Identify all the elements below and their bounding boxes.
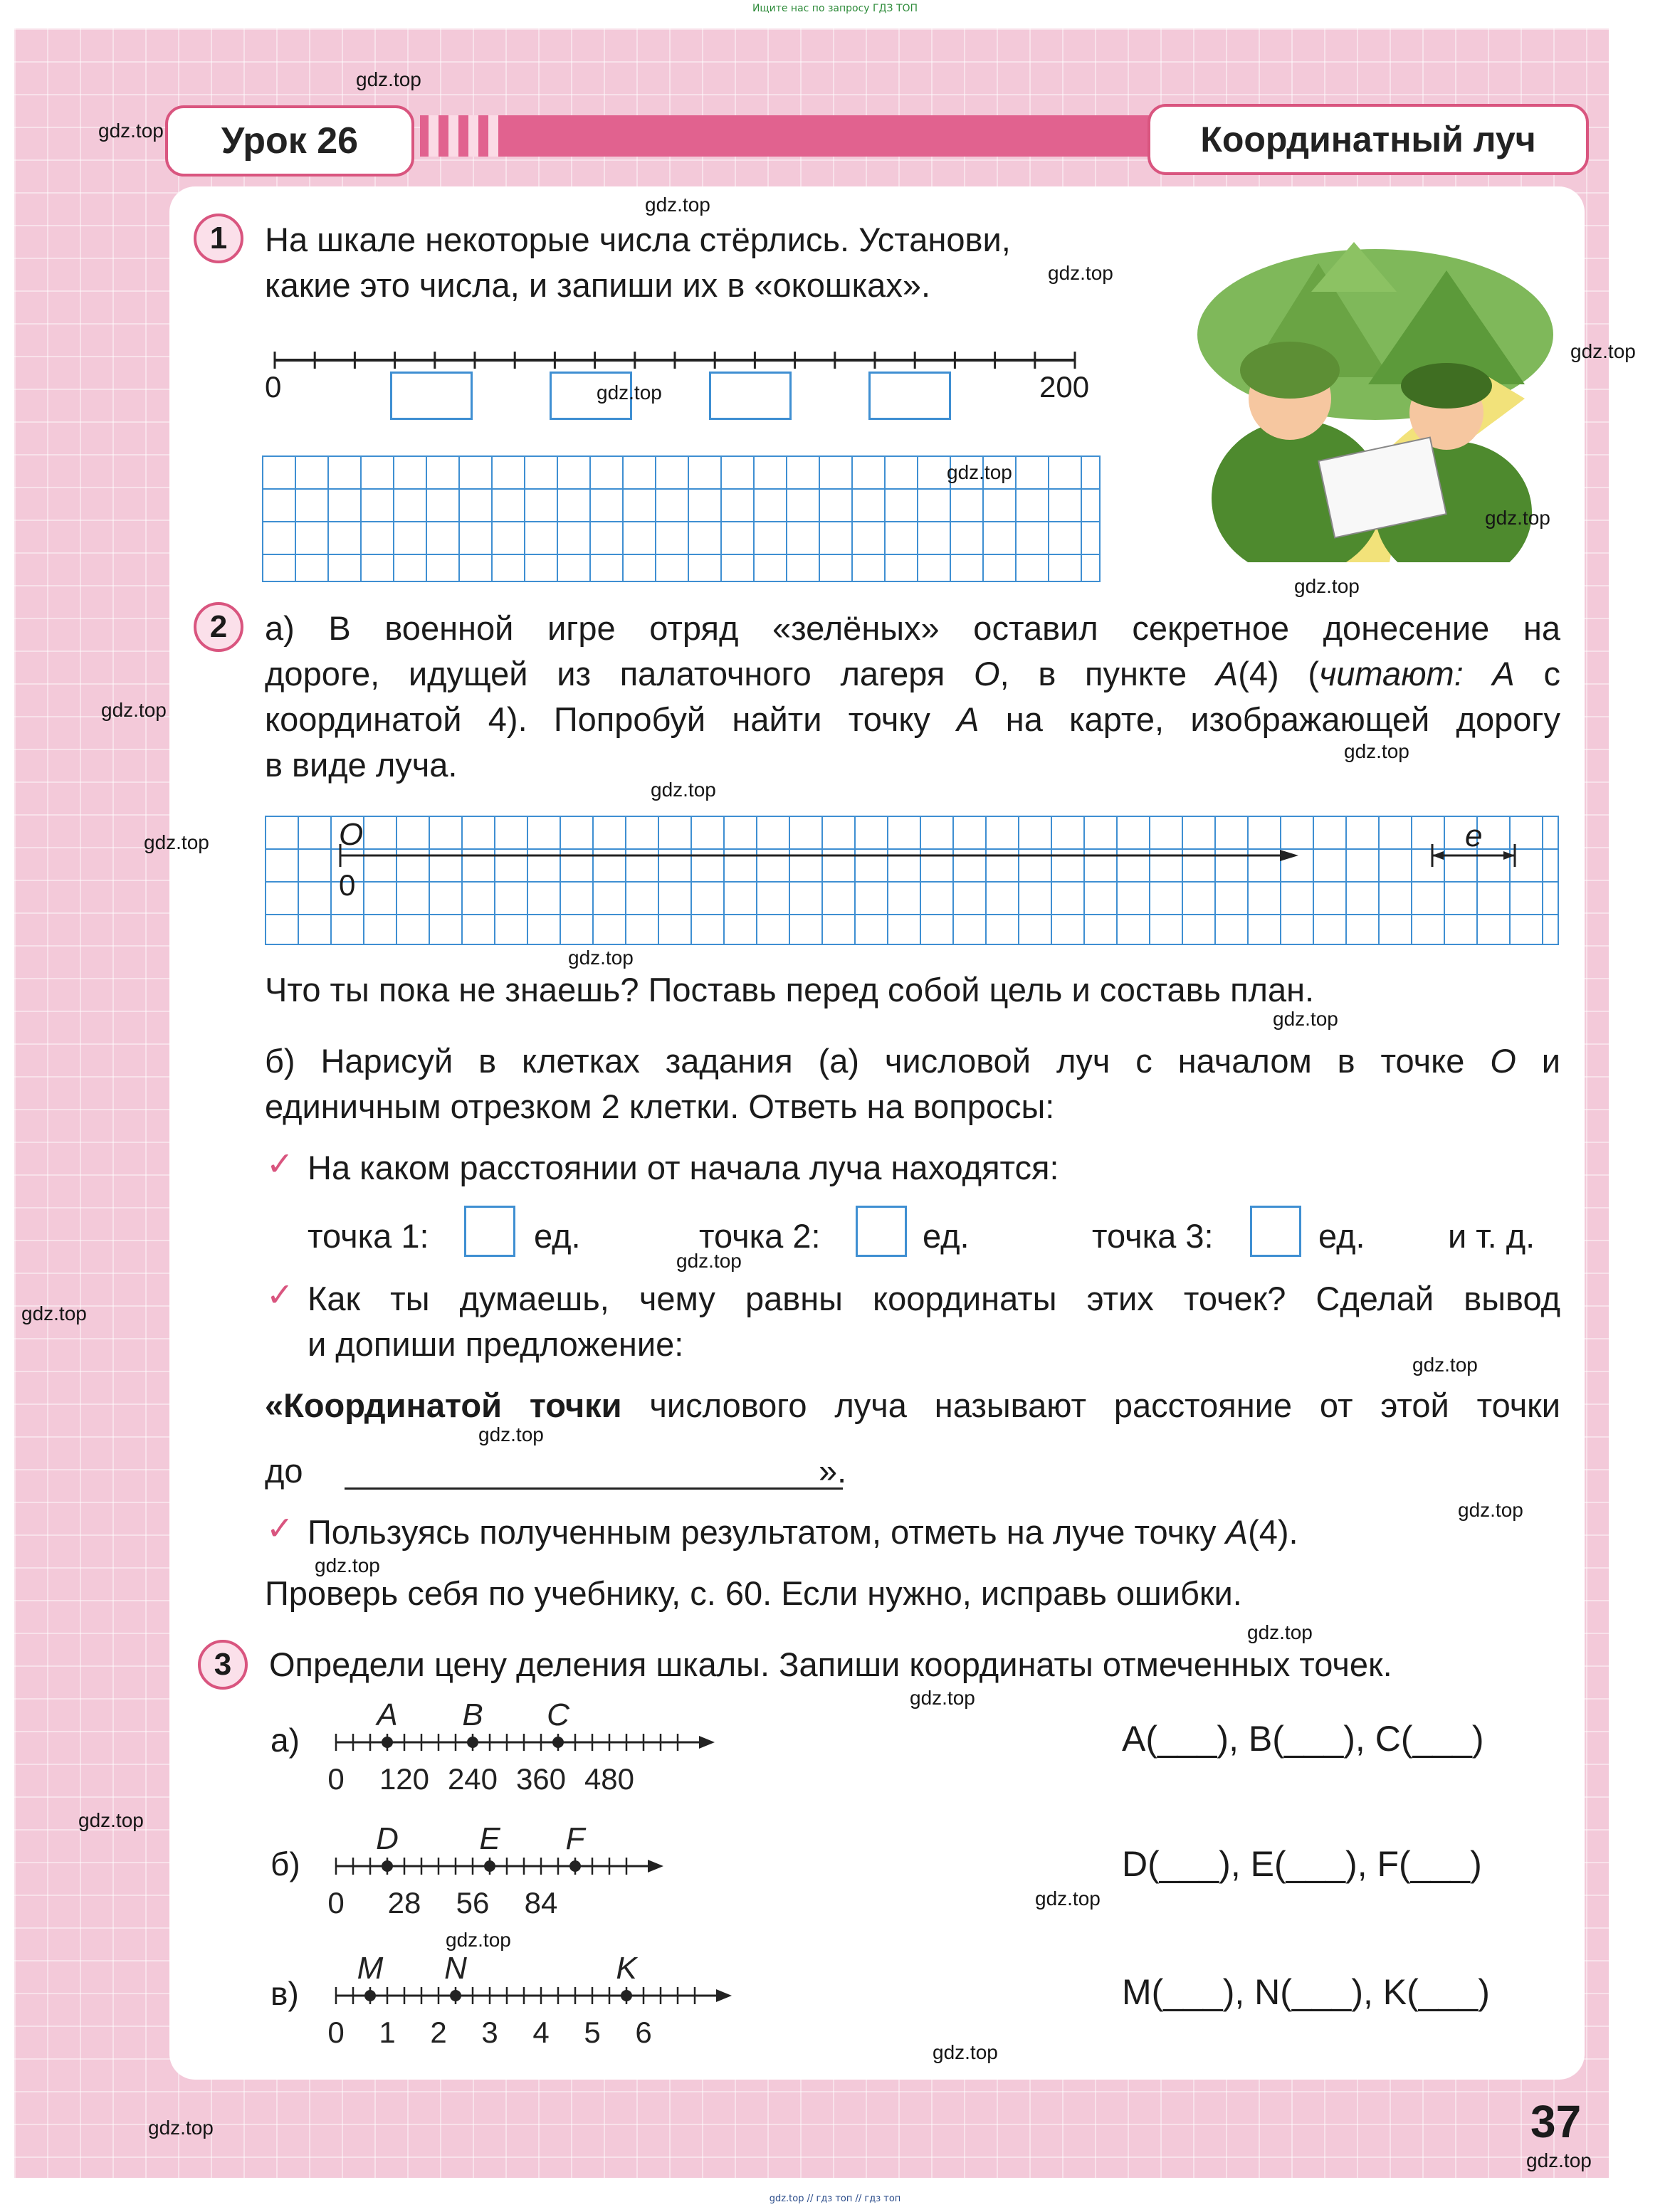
watermark: gdz.top — [21, 1302, 87, 1324]
scale-a-answers[interactable]: A(___), B(___), C(___) — [1122, 1719, 1484, 1759]
scale-tick-label: 2 — [430, 2016, 447, 2049]
task-2b-line1: б) Нарисуй в клетках задания (а) числовой луч с началом в точке O и — [265, 1042, 1561, 1080]
task-2-question: Что ты пока не знаешь? Поставь перед собой цель и составь план. — [265, 971, 1315, 1008]
scale-point — [450, 1990, 461, 2001]
lesson-badge: Урок 26 — [165, 105, 414, 177]
scale-tick-label: 5 — [584, 2016, 601, 2049]
watermark: gdz.top — [1273, 1008, 1338, 1030]
point-2-unit: ед. — [923, 1217, 970, 1255]
scale-point-label: B — [462, 1697, 483, 1732]
watermark: gdz.top — [315, 1554, 380, 1576]
task-1-text-line1: На шкале некоторые числа стёрлись. Установи, — [265, 221, 1011, 258]
scale-tick-label: 120 — [379, 1762, 430, 1796]
check-3-text: Пользуясь полученным результатом, отметь на луче точку A(4). — [308, 1513, 1298, 1551]
scale-tick-label: 28 — [387, 1886, 421, 1919]
scale-point-label: D — [376, 1821, 399, 1856]
task-2a-line2: дороге, идущей из палаточного лагеря O, в пункте A(4) (читают: A с — [265, 655, 1560, 692]
watermark: gdz.top — [356, 68, 421, 90]
point-3-unit: ед. — [1318, 1217, 1365, 1255]
scale-answer-box-1[interactable] — [390, 372, 473, 420]
scale-point — [467, 1737, 478, 1748]
task-2-ray — [265, 816, 1559, 945]
task-2a-line1: а) В военной игре отряд «зелёных» оставил секретное донесение на — [265, 609, 1560, 647]
watermark: gdz.top — [1048, 262, 1113, 284]
scale-tick-label: 1 — [379, 2016, 396, 2049]
scale-tick-label: 84 — [524, 1886, 558, 1919]
point-1-unit: ед. — [534, 1217, 581, 1255]
point-2-label: точка 2: — [699, 1217, 821, 1255]
scale-arrow — [716, 1989, 732, 2002]
watermark: gdz.top — [947, 461, 1012, 483]
definition-end: ». — [819, 1452, 847, 1490]
watermark: gdz.top — [645, 194, 710, 216]
task-2b-line2: единичным отрезком 2 клетки. Ответь на вопросы: — [265, 1087, 1055, 1125]
scale-point — [552, 1737, 564, 1748]
check-2-line2: и допиши предложение: — [308, 1325, 684, 1363]
scale-point-label: M — [357, 1951, 384, 1986]
scale-tick-label: 0 — [327, 1762, 345, 1796]
watermark: gdz.top — [933, 2041, 998, 2063]
task-2a-line4: в виде луча. — [265, 746, 458, 784]
point-1-answer-box[interactable] — [464, 1206, 515, 1257]
watermark: gdz.top — [1035, 1887, 1101, 1910]
watermark: gdz.top — [446, 1929, 511, 1951]
point-3-answer-box[interactable] — [1250, 1206, 1301, 1257]
definition-line1: «Координатой точки числового луча называют расстояние от этой точки — [265, 1386, 1560, 1424]
watermark: gdz.top — [651, 779, 716, 801]
watermark: gdz.top — [1570, 340, 1636, 362]
scale-tick-label: 56 — [456, 1886, 490, 1919]
scale-point-label: E — [479, 1821, 500, 1856]
scale-v-letter: в) — [271, 1975, 299, 2012]
definition-blank[interactable] — [345, 1487, 843, 1490]
watermark: gdz.top — [148, 2117, 214, 2139]
watermark: gdz.top — [98, 120, 164, 142]
ray-origin-zero: 0 — [339, 868, 356, 902]
scale-answer-box-3[interactable] — [709, 372, 792, 420]
check-1-text: На каком расстоянии от начала луча находятся: — [308, 1149, 1059, 1186]
scale-tick-label: 0 — [327, 2016, 345, 2049]
watermark: gdz.top — [1412, 1354, 1478, 1376]
scale-v-answers[interactable]: M(___), N(___), K(___) — [1122, 1972, 1490, 2012]
verify-text: Проверь себя по учебнику, с. 60. Если нужно, исправь ошибки. — [265, 1574, 1242, 1612]
scale-tick-label: 480 — [584, 1762, 635, 1796]
ray-origin-label: O — [339, 817, 364, 852]
point-1-label: точка 1: — [308, 1217, 429, 1255]
task-3-number: 3 — [198, 1640, 248, 1690]
definition-do: до — [265, 1452, 303, 1490]
task-1-text-line2: какие это числа, и запиши их в «окошках». — [265, 266, 931, 304]
point-3-label: точка 3: — [1092, 1217, 1214, 1255]
scale-tick-label: 360 — [515, 1762, 567, 1796]
scale-point-label: N — [444, 1951, 467, 1986]
watermark: gdz.top — [676, 1250, 742, 1272]
scale-point-label: F — [565, 1821, 585, 1856]
watermark: gdz.top — [1485, 507, 1550, 529]
header-band — [420, 115, 1153, 157]
scale-point — [382, 1737, 393, 1748]
watermark: gdz.top — [1526, 2149, 1592, 2171]
scale-tick-label: 3 — [481, 2016, 498, 2049]
unit-segment-label: e — [1465, 818, 1483, 853]
scale-arrow — [648, 1860, 663, 1873]
watermark: gdz.top — [568, 947, 634, 969]
check-mark-icon: ✓ — [266, 1509, 294, 1547]
scale-tick-label: 6 — [635, 2016, 652, 2049]
watermark: gdz.top — [1458, 1499, 1523, 1521]
watermark: gdz.top — [478, 1423, 544, 1445]
scale-tick-label: 4 — [532, 2016, 550, 2049]
check-mark-icon: ✓ — [266, 1144, 294, 1183]
scale-point — [364, 1990, 376, 2001]
etc-text: и т. д. — [1448, 1217, 1535, 1255]
scale-point-label: A — [377, 1697, 398, 1732]
check-mark-icon: ✓ — [266, 1275, 294, 1314]
scale-point — [484, 1860, 495, 1872]
watermark: gdz.top — [597, 381, 662, 404]
check-2-line1: Как ты думаешь, чему равны координаты этих точек? Сделай вывод — [308, 1280, 1560, 1317]
topic-badge: Координатный луч — [1148, 104, 1589, 175]
scale-point — [569, 1860, 581, 1872]
scale-a-letter: а) — [271, 1722, 300, 1759]
page-number: 37 — [1530, 2096, 1582, 2147]
task-2-number: 2 — [194, 602, 243, 652]
watermark: gdz.top — [144, 831, 209, 853]
scale-answer-box-4[interactable] — [868, 372, 951, 420]
scale-tick-label: 240 — [447, 1762, 498, 1796]
scale-point-label: K — [616, 1951, 637, 1986]
scale-arrow — [699, 1736, 715, 1749]
scale-tick-label: 0 — [327, 1886, 345, 1919]
task-1-scale-start: 0 — [265, 370, 282, 404]
watermark: gdz.top — [78, 1809, 144, 1831]
watermark: gdz.top — [101, 699, 167, 721]
scale-point — [382, 1860, 393, 1872]
bottom-note: gdz.top // гдз топ // гдз топ — [769, 2193, 901, 2204]
scale-point-label: C — [547, 1697, 569, 1732]
task-1-number: 1 — [194, 214, 243, 263]
watermark: gdz.top — [910, 1687, 975, 1709]
top-note: Ищите нас по запросу ГДЗ ТОП — [752, 3, 918, 14]
task-2a-line3: координатой 4). Попробуй найти точку A на карте, изображающей дорогу — [265, 700, 1561, 738]
task-1-scale-end: 200 — [1039, 370, 1090, 404]
watermark: gdz.top — [1294, 575, 1360, 597]
task-1-scale — [256, 342, 1125, 434]
scale-b-answers[interactable]: D(___), E(___), F(___) — [1122, 1844, 1482, 1884]
task-3-text: Определи цену деления шкалы. Запиши координаты отмеченных точек. — [269, 1645, 1392, 1683]
point-2-answer-box[interactable] — [856, 1206, 907, 1257]
scale-b-letter: б) — [271, 1845, 300, 1882]
watermark: gdz.top — [1344, 740, 1409, 762]
watermark: gdz.top — [1247, 1621, 1313, 1643]
scale-point — [621, 1990, 632, 2001]
